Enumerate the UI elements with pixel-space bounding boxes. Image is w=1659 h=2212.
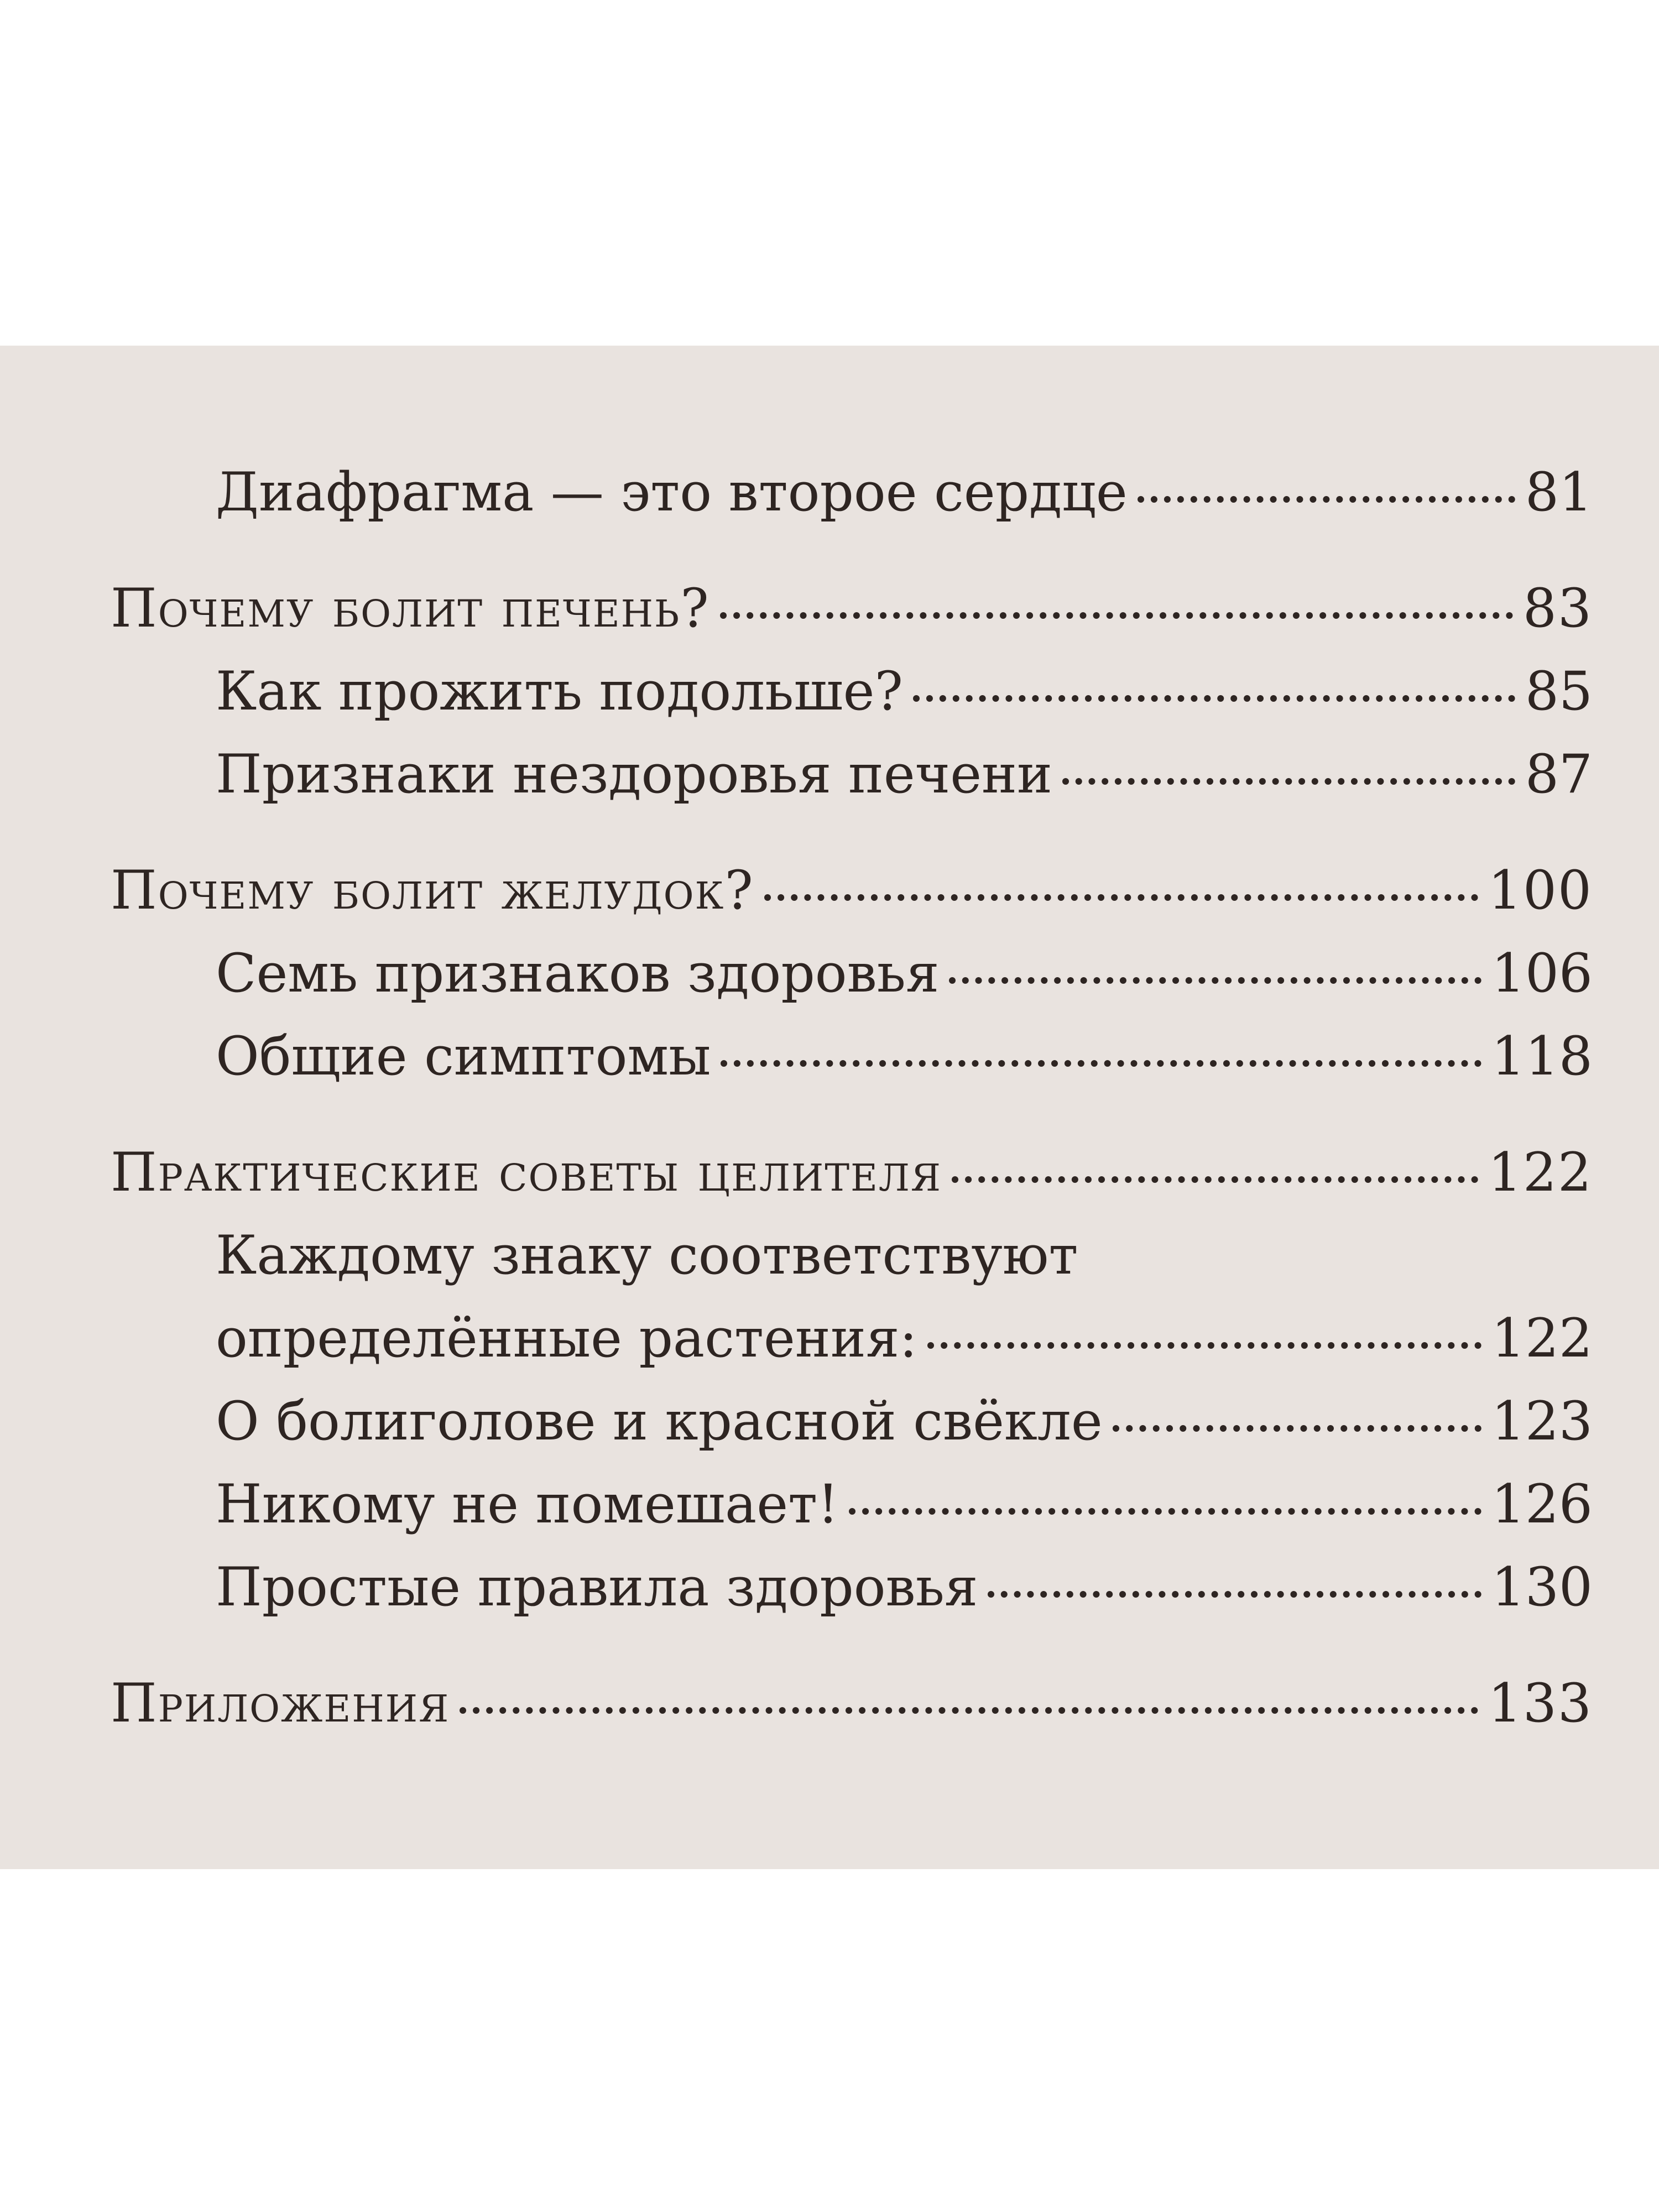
toc-entry-title-continued: определённые растения: bbox=[216, 1307, 917, 1369]
toc-entry-title: О болиголове и красной свёкле bbox=[216, 1390, 1103, 1452]
toc-entry-first-line bbox=[111, 1214, 1593, 1297]
toc-page-number: 122 bbox=[1491, 1307, 1593, 1369]
toc-page-number: 83 bbox=[1522, 577, 1593, 639]
toc-entry-title: Общие симптомы bbox=[216, 1025, 711, 1087]
dot-leader bbox=[1138, 496, 1515, 503]
toc-entry-title: Признаки нездоровья печени bbox=[216, 743, 1052, 805]
toc-page-number: 133 bbox=[1488, 1672, 1593, 1734]
toc-entry bbox=[111, 932, 1593, 1015]
toc-entry bbox=[111, 733, 1593, 816]
toc-chapter bbox=[111, 567, 1593, 650]
toc-chapter bbox=[111, 1662, 1593, 1745]
dot-leader bbox=[460, 1707, 1478, 1714]
toc-chapter-title: Почему болит желудок? bbox=[111, 859, 754, 921]
book-page bbox=[0, 346, 1659, 1869]
toc-entry-title: Семь признаков здоровья bbox=[216, 942, 940, 1004]
toc-page-number: 106 bbox=[1491, 942, 1593, 1004]
toc-entry bbox=[111, 1380, 1593, 1463]
toc-page-number: 130 bbox=[1491, 1556, 1593, 1618]
dot-leader bbox=[1113, 1425, 1481, 1432]
dot-leader bbox=[849, 1508, 1481, 1515]
toc-entry-title: Как прожить подольше? bbox=[216, 660, 903, 722]
dot-leader bbox=[927, 1342, 1481, 1349]
toc-entry bbox=[111, 1015, 1593, 1098]
dot-leader bbox=[720, 612, 1513, 619]
toc-page-number: 126 bbox=[1491, 1473, 1593, 1535]
toc-page-number: 81 bbox=[1525, 461, 1593, 523]
toc-entry bbox=[111, 451, 1593, 534]
toc-entry-title: Никому не помешает! bbox=[216, 1473, 839, 1535]
toc-entry-title: Каждому знаку соответствуют bbox=[216, 1224, 1078, 1286]
table-of-contents bbox=[111, 451, 1593, 1745]
toc-page-number: 87 bbox=[1525, 743, 1593, 805]
toc-chapter-title: Приложения bbox=[111, 1672, 450, 1734]
toc-page-number: 123 bbox=[1491, 1390, 1593, 1452]
dot-leader bbox=[913, 695, 1515, 702]
toc-entry bbox=[111, 650, 1593, 733]
toc-page-number: 85 bbox=[1525, 660, 1593, 722]
dot-leader bbox=[721, 1060, 1481, 1067]
toc-chapter-title: Практические советы целителя bbox=[111, 1141, 942, 1203]
toc-entry bbox=[111, 1297, 1593, 1380]
toc-entry-title: Простые правила здоровья bbox=[216, 1556, 978, 1618]
dot-leader bbox=[952, 1176, 1478, 1183]
dot-leader bbox=[949, 977, 1481, 984]
toc-page-number: 118 bbox=[1491, 1025, 1593, 1087]
toc-page-number: 122 bbox=[1488, 1141, 1593, 1203]
toc-page-number: 100 bbox=[1488, 859, 1593, 921]
toc-chapter-title: Почему болит печень? bbox=[111, 577, 710, 639]
toc-chapter bbox=[111, 849, 1593, 932]
toc-entry bbox=[111, 1546, 1593, 1629]
toc-chapter bbox=[111, 1131, 1593, 1214]
dot-leader bbox=[1062, 778, 1515, 785]
toc-entry bbox=[111, 1463, 1593, 1546]
toc-entry-title: Диафрагма — это второе сердце bbox=[216, 461, 1128, 523]
dot-leader bbox=[988, 1591, 1481, 1598]
dot-leader bbox=[764, 894, 1478, 901]
